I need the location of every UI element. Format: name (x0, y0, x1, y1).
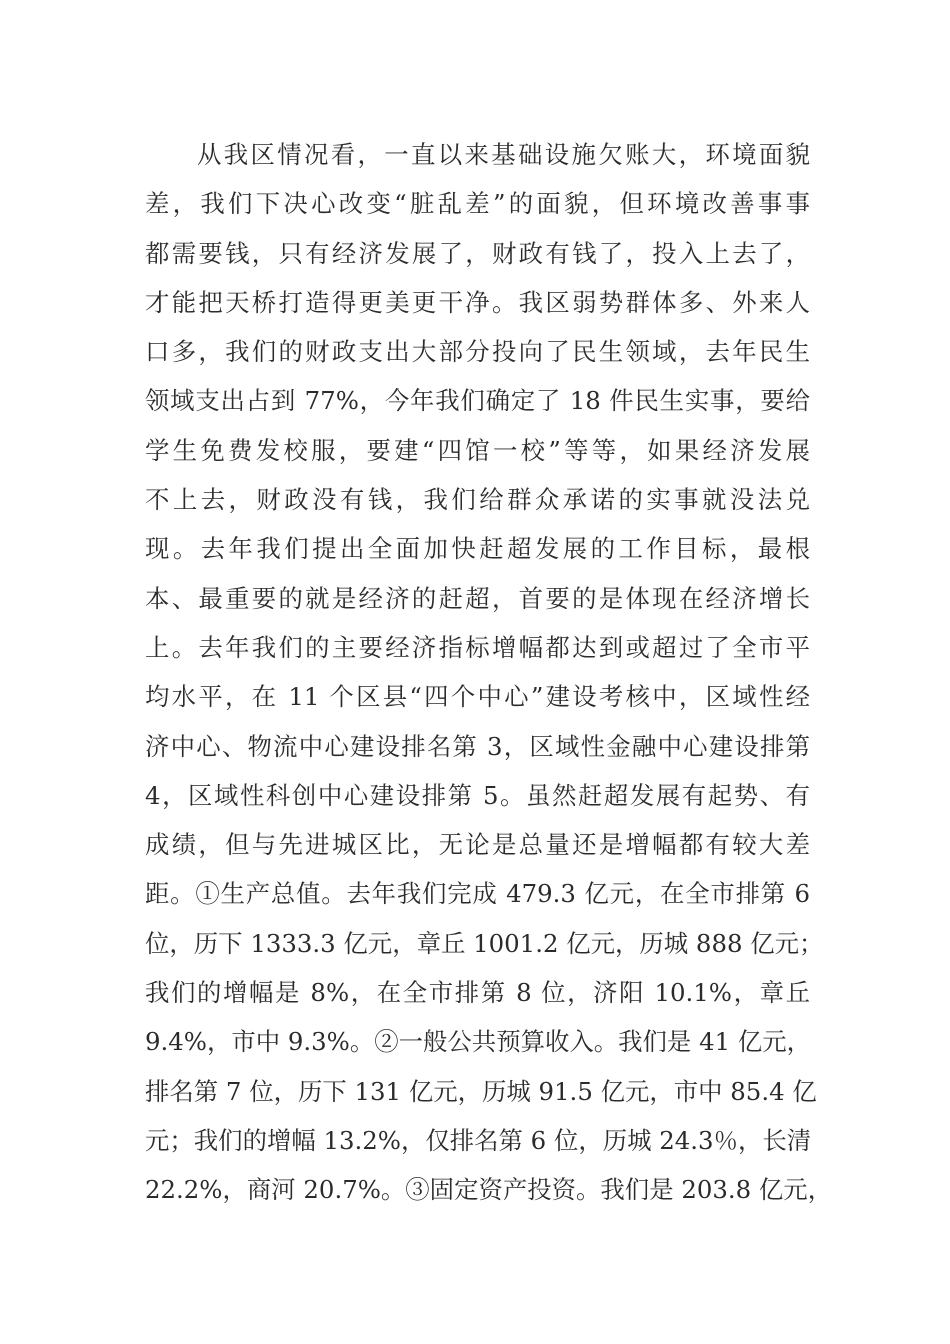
paragraph-line: 9.4%，市中 9.3%。②一般公共预算收入。我们是 41 亿元， (145, 1027, 812, 1057)
body-paragraph (145, 130, 833, 1215)
paragraph-line: 4，区域性科创中心建设排第 5。虽然赶超发展有起势、有 (145, 780, 810, 810)
paragraph-line: 距。①生产总值。去年我们完成 479.3 亿元，在全市排第 6 (145, 879, 810, 909)
paragraph-line: 排名第 7 位，历下 131 亿元，历城 91.5 亿元，市中 85.4 亿 (145, 1076, 817, 1106)
paragraph-line: 从我区情况看，一直以来基础设施欠账大，环境面貌 (197, 140, 810, 169)
paragraph-line: 成绩，但与先进城区比，无论是总量还是增幅都有较大差 (145, 830, 810, 860)
paragraph-line: 口多，我们的财政支出大部分投向了民生领域，去年民生 (145, 337, 810, 367)
paragraph-line: 我们的增幅是 8%，在全市排第 8 位，济阳 10.1%，章丘 (145, 978, 810, 1008)
paragraph-line: 位，历下 1333.3 亿元，章丘 1001.2 亿元，历城 888 亿元； (145, 928, 824, 958)
paragraph-line: 元；我们的增幅 13.2%，仅排名第 6 位，历城 24.3％，长清 (145, 1125, 812, 1155)
paragraph-line: 学生免费发校服，要建“四馆一校”等等，如果经济发展 (145, 435, 810, 465)
paragraph-line: 才能把天桥打造得更美更干净。我区弱势群体多、外来人 (145, 287, 810, 317)
paragraph-line: 22.2%，商河 20.7%。③固定资产投资。我们是 203.8 亿元， (145, 1175, 833, 1205)
paragraph-line: 不上去，财政没有钱，我们给群众承诺的实事就没法兑 (145, 485, 810, 515)
paragraph-line: 均水平，在 11 个区县“四个中心”建设考核中，区域性经 (145, 682, 810, 712)
paragraph-line: 现。去年我们提出全面加快赶超发展的工作目标，最根 (145, 534, 810, 564)
paragraph-line: 都需要钱，只有经济发展了，财政有钱了，投入上去了， (145, 238, 810, 268)
paragraph-line: 领域支出占到 77%，今年我们确定了 18 件民生实事，要给 (145, 386, 810, 416)
paragraph-line: 差，我们下决心改变“脏乱差”的面貌，但环境改善事事 (145, 189, 810, 219)
paragraph-line: 上。去年我们的主要经济指标增幅都达到或超过了全市平 (145, 632, 810, 662)
paragraph-line: 济中心、物流中心建设排名第 3，区域性金融中心建设排第 (145, 731, 810, 761)
paragraph-line: 本、最重要的就是经济的赶超，首要的是体现在经济增长 (145, 583, 810, 613)
